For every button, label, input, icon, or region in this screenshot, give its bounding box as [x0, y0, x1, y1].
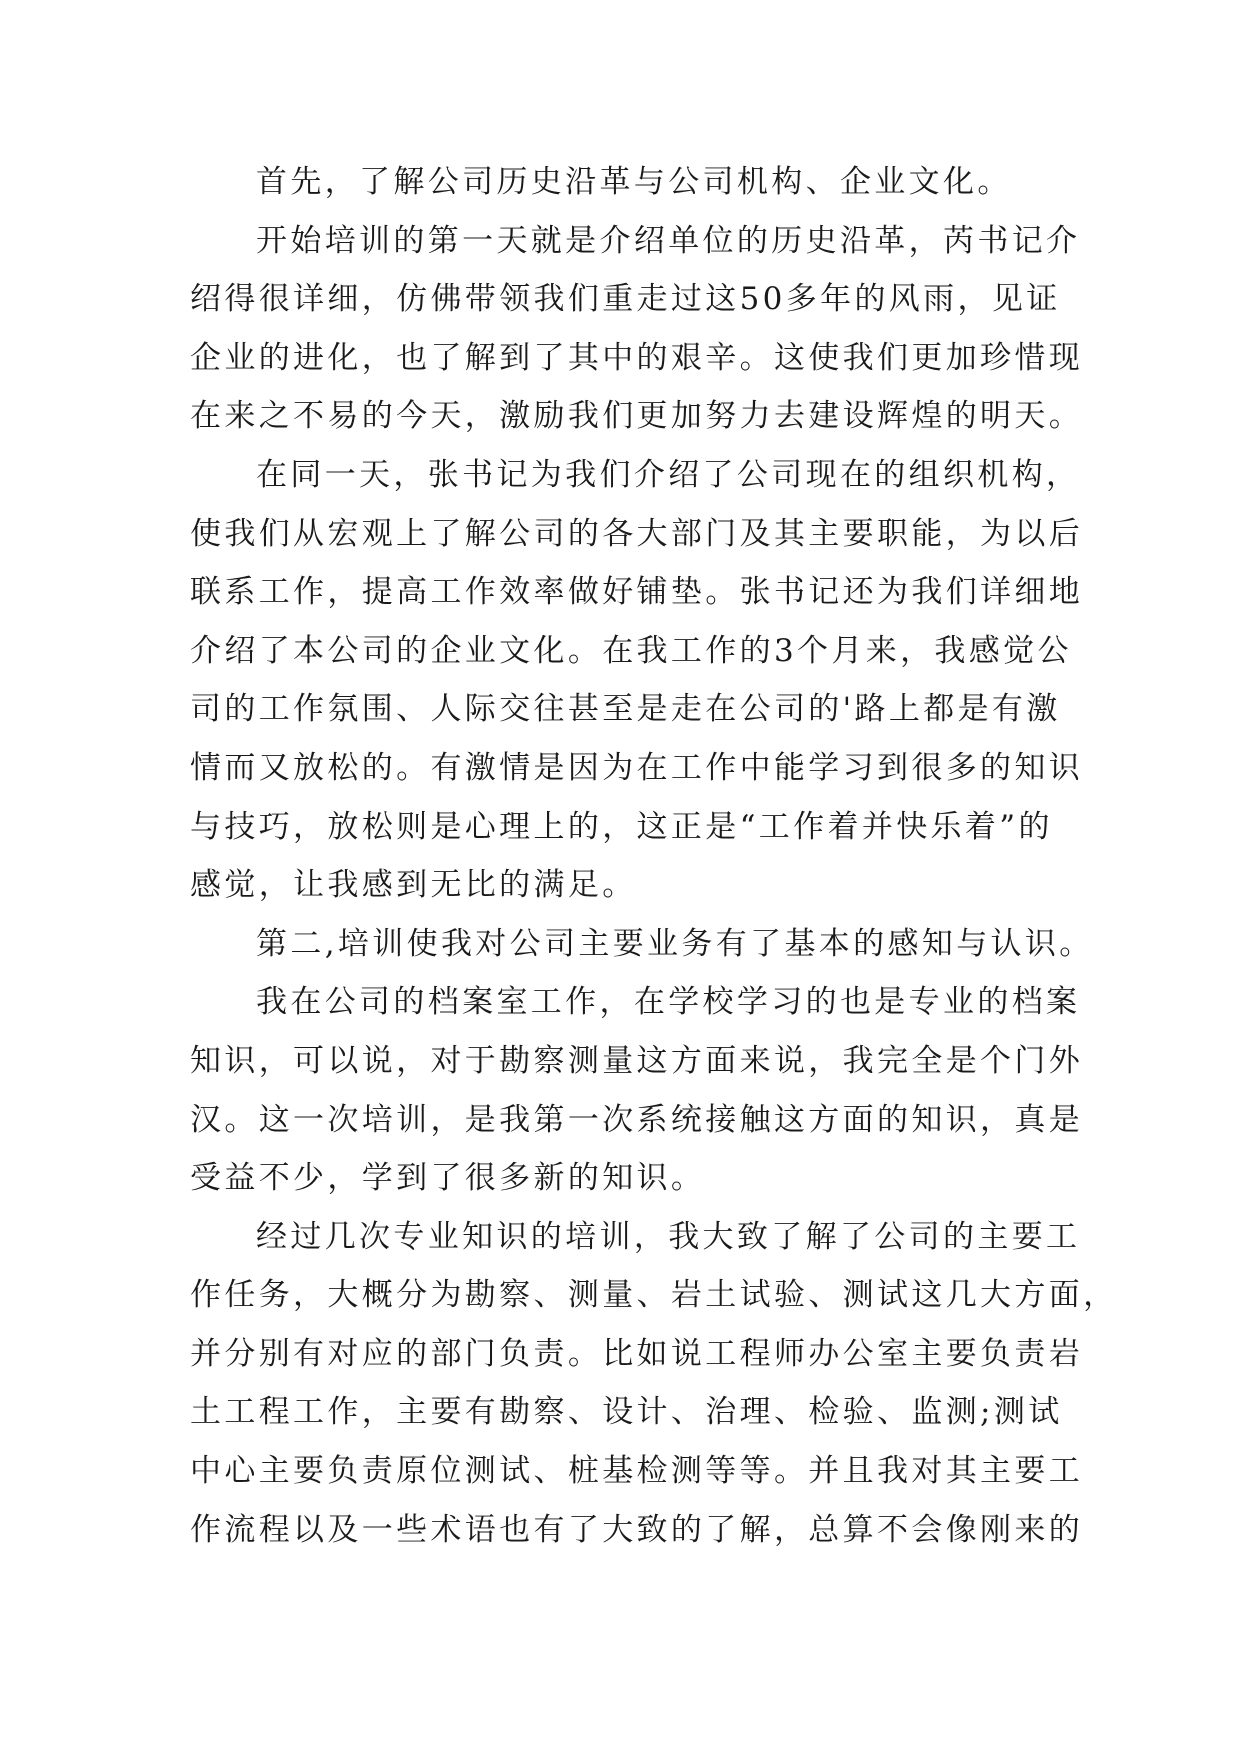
text-line: 情而又放松的。有激情是因为在工作中能学习到很多的知识 [190, 749, 1084, 786]
text-line: 并分别有对应的部门负责。比如说工程师办公室主要负责岩 [190, 1335, 1084, 1372]
paragraph [190, 1208, 1118, 1560]
text-line: 与技巧，放松则是心理上的，这正是“工作着并快乐着”的 [190, 808, 1053, 845]
text-line: 土工程工作，主要有勘察、设计、治理、检验、监测;测试 [190, 1394, 1063, 1431]
text-line: 使我们从宏观上了解公司的各大部门及其主要职能，为以后 [190, 515, 1084, 552]
text-line: 经过几次专业知识的培训，我大致了解了公司的主要工 [256, 1218, 1081, 1255]
document-body [190, 153, 1118, 1559]
text-line: 中心主要负责原位测试、桩基检测等等。并且我对其主要工 [190, 1453, 1084, 1490]
paragraph [190, 915, 1094, 974]
text-line: 在同一天，张书记为我们介绍了公司现在的组织机构， [256, 456, 1081, 493]
text-line: 作任务，大概分为勘察、测量、岩土试验、测试这几大方面， [190, 1277, 1118, 1314]
text-line: 感觉，让我感到无比的满足。 [190, 867, 637, 904]
text-line: 作流程以及一些术语也有了大致的了解，总算不会像刚来的 [190, 1511, 1084, 1548]
text-line: 绍得很详细，仿佛带领我们重走过这50多年的风雨，见证 [190, 281, 1061, 318]
text-line: 企业的进化，也了解到了其中的艰辛。这使我们更加珍惜现 [190, 339, 1084, 376]
paragraph [190, 212, 1084, 446]
text-line: 首先，了解公司历史沿革与公司机构、企业文化。 [256, 164, 1012, 200]
paragraph [190, 153, 1070, 212]
paragraph [190, 973, 1084, 1207]
text-line: 我在公司的档案室工作，在学校学习的也是专业的档案 [256, 984, 1081, 1021]
text-line: 第二,培训使我对公司主要业务有了基本的感知与认识。 [256, 925, 1094, 962]
paragraph [190, 446, 1084, 915]
text-line: 在来之不易的今天，激励我们更加努力去建设辉煌的明天。 [190, 398, 1084, 435]
text-line: 开始培训的第一天就是介绍单位的历史沿革，芮书记介 [256, 222, 1081, 259]
text-line: 介绍了本公司的企业文化。在我工作的3个月来，我感觉公 [190, 632, 1072, 669]
text-line: 受益不少，学到了很多新的知识。 [190, 1160, 706, 1197]
text-line: 汉。这一次培训，是我第一次系统接触这方面的知识，真是 [190, 1101, 1084, 1138]
text-line: 司的工作氛围、人际交往甚至是走在公司的'路上都是有激 [190, 691, 1061, 728]
text-line: 联系工作，提高工作效率做好铺垫。张书记还为我们详细地 [190, 574, 1084, 611]
text-line: 知识，可以说，对于勘察测量这方面来说，我完全是个门外 [190, 1042, 1084, 1079]
